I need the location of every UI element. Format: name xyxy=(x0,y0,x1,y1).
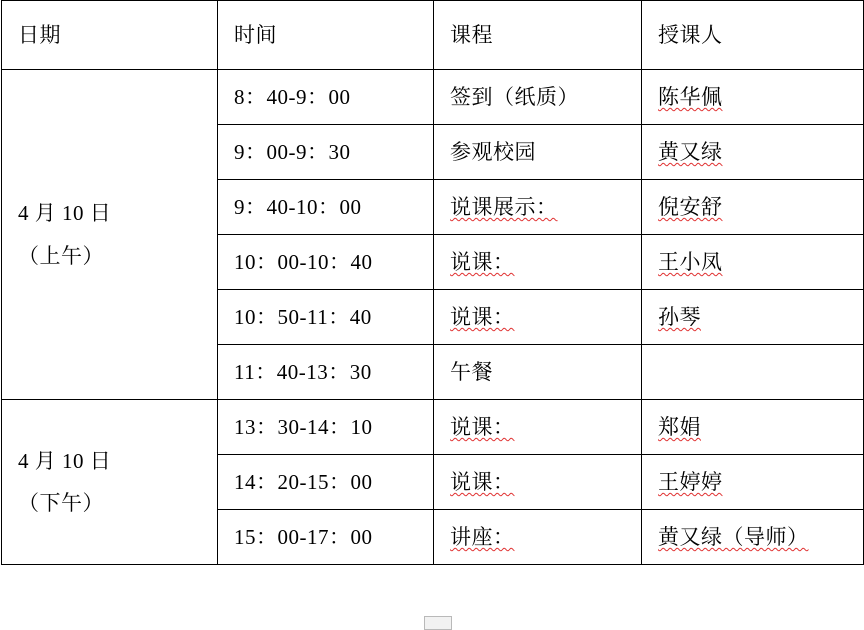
course-name: 说课： xyxy=(450,414,515,439)
teacher-cell xyxy=(642,455,864,510)
course-cell: 签到（纸质） xyxy=(434,70,642,125)
time-cell: 15：00-17：00 xyxy=(218,510,434,565)
course-cell xyxy=(434,180,642,235)
teacher-name: 黄又绿（导师） xyxy=(658,524,809,549)
date-cell-afternoon xyxy=(2,400,218,565)
date-line-secondary: （上午） xyxy=(18,243,104,268)
teacher-name: 倪安舒 xyxy=(658,194,723,219)
table-row xyxy=(2,70,864,125)
teacher-name: 陈华佩 xyxy=(658,84,723,109)
course-name: 说课展示： xyxy=(450,194,558,219)
date-line-primary: 4 月 10 日 xyxy=(18,201,112,226)
teacher-name: 孙琴 xyxy=(658,304,701,329)
teacher-name: 王小凤 xyxy=(658,249,723,274)
date-line-primary: 4 月 10 日 xyxy=(18,448,112,473)
course-name: 说课： xyxy=(450,249,515,274)
teacher-name: 郑娟 xyxy=(658,414,701,439)
teacher-cell xyxy=(642,345,864,400)
column-header-time: 时间 xyxy=(218,1,434,70)
teacher-cell xyxy=(642,290,864,345)
time-cell: 8：40-9：00 xyxy=(218,70,434,125)
date-line-secondary: （下午） xyxy=(18,491,104,515)
teacher-cell xyxy=(642,70,864,125)
time-cell: 11：40-13：30 xyxy=(218,345,434,400)
table-header-row xyxy=(2,1,864,70)
course-cell xyxy=(434,290,642,345)
course-cell xyxy=(434,400,642,455)
course-cell xyxy=(434,455,642,510)
time-cell: 10：50-11：40 xyxy=(218,290,434,345)
column-header-course: 课程 xyxy=(434,1,642,70)
teacher-cell xyxy=(642,510,864,565)
column-header-date: 日期 xyxy=(2,1,218,70)
course-name: 讲座： xyxy=(450,524,515,549)
teacher-name: 黄又绿 xyxy=(658,139,723,164)
teacher-cell xyxy=(642,180,864,235)
time-cell: 10：00-10：40 xyxy=(218,235,434,290)
time-cell: 13：30-14：10 xyxy=(218,400,434,455)
teacher-name: 王婷婷 xyxy=(658,469,723,494)
teacher-cell xyxy=(642,125,864,180)
course-name: 说课： xyxy=(450,469,515,494)
time-cell: 14：20-15：00 xyxy=(218,455,434,510)
teacher-cell xyxy=(642,235,864,290)
course-cell: 午餐 xyxy=(434,345,642,400)
schedule-table xyxy=(1,0,864,565)
course-name: 说课： xyxy=(450,304,515,329)
time-cell: 9：40-10：00 xyxy=(218,180,434,235)
course-cell xyxy=(434,510,642,565)
course-cell: 参观校园 xyxy=(434,125,642,180)
date-cell-morning xyxy=(2,70,218,400)
course-cell xyxy=(434,235,642,290)
column-header-teacher: 授课人 xyxy=(642,1,864,70)
teacher-cell xyxy=(642,400,864,455)
table-row xyxy=(2,400,864,455)
time-cell: 9：00-9：30 xyxy=(218,125,434,180)
page-bottom-marker xyxy=(424,616,452,630)
